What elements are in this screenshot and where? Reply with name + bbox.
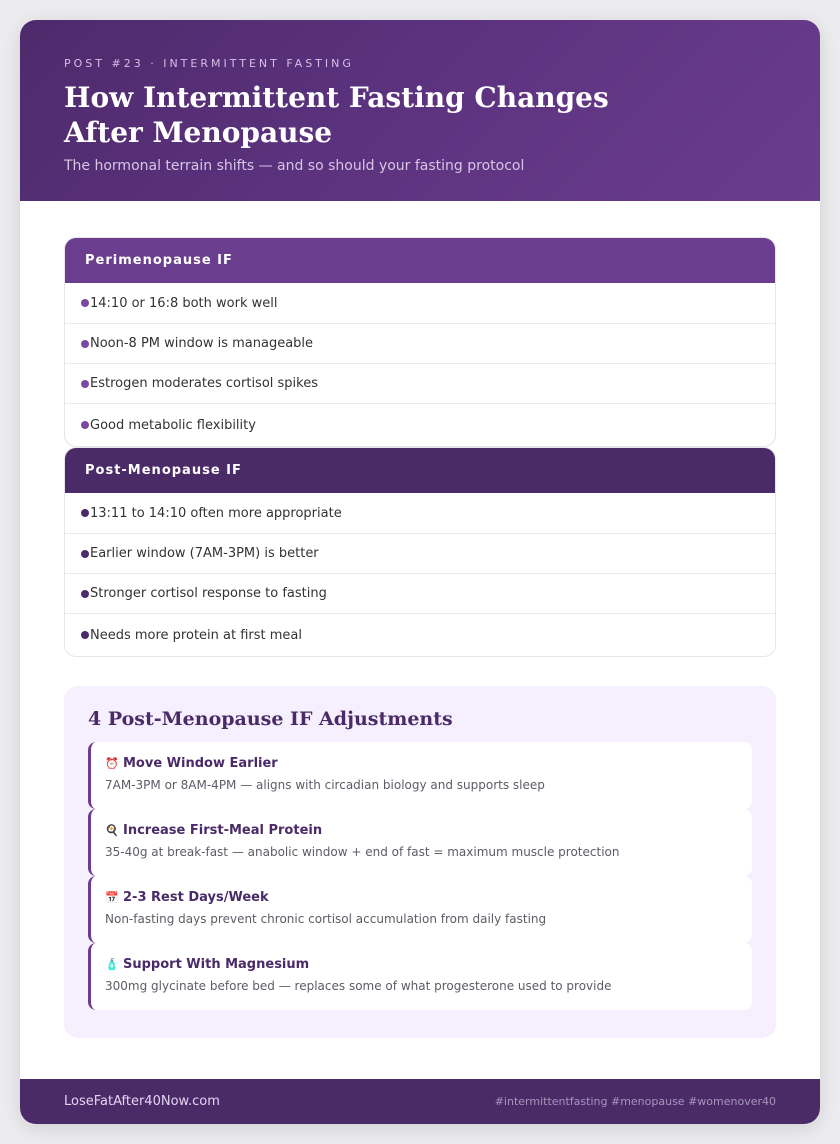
page-title: How Intermittent Fasting Changes After Menopause [64,81,609,149]
footer-site-link[interactable]: LoseFatAfter40Now.com [64,1094,220,1109]
bullet-dot-icon [81,380,89,388]
postmenopause-panel [64,447,776,657]
list-item [65,403,775,446]
footer-hashtags: #intermittentfasting #menopause #womenover40 [494,1095,776,1108]
adjustment-item [88,943,752,1010]
list-item [65,533,775,573]
list-item [65,613,775,656]
footer [20,1079,820,1124]
list-item-text: Needs more protein at first meal [90,627,302,643]
list-item [65,573,775,613]
main-content [20,201,820,1038]
bullet-dot-icon [81,550,89,558]
adjustment-heading [105,823,738,838]
adjustment-heading [105,890,738,905]
adjustments-title: 4 Post-Menopause IF Adjustments [88,708,453,730]
bullet-dot-icon [81,340,89,348]
perimenopause-panel [64,237,776,447]
list-item [65,323,775,363]
adjustment-item [88,742,752,809]
adjustment-title: Move Window Earlier [123,756,278,771]
list-item-text: Earlier window (7AM-3PM) is better [90,546,319,561]
postmenopause-heading: Post-Menopause IF [65,448,775,493]
bullet-dot-icon [81,299,89,307]
list-item-text: Good metabolic flexibility [90,417,256,433]
list-item-text: Stronger cortisol response to fasting [90,586,327,601]
supplement-bottle-icon: 🧴 [105,958,119,971]
bullet-dot-icon [81,509,89,517]
alarm-clock-icon: ⏰ [105,757,119,770]
post-eyebrow: POST #23 · INTERMITTENT FASTING [64,57,354,70]
list-item [65,493,775,533]
adjustment-title: 2-3 Rest Days/Week [123,890,269,905]
bullet-dot-icon [81,590,89,598]
adjustment-heading [105,756,738,771]
perimenopause-list [65,283,775,446]
list-item-text: Estrogen moderates cortisol spikes [90,376,318,391]
adjustment-description: 300mg glycinate before bed — replaces some of what progesterone used to provide [105,979,612,993]
calendar-icon: 📅 [105,891,119,904]
adjustment-description: 35-40g at break-fast — anabolic window + end of fast = maximum muscle protection [105,845,620,859]
adjustments-section [64,686,776,1038]
adjustment-description: Non-fasting days prevent chronic cortisol accumulation from daily fasting [105,912,547,926]
adjustment-description: 7AM-3PM or 8AM-4PM — aligns with circadian biology and supports sleep [105,778,545,792]
list-item-text: 14:10 or 16:8 both work well [90,295,278,311]
perimenopause-heading: Perimenopause IF [65,238,775,283]
bullet-dot-icon [81,421,89,429]
egg-pan-icon: 🍳 [105,824,119,837]
list-item-text: Noon-8 PM window is manageable [90,336,314,351]
adjustment-heading [105,957,738,972]
list-item-text: 13:11 to 14:10 often more appropriate [90,505,342,521]
list-item [65,283,775,323]
list-item [65,363,775,403]
adjustment-item [88,876,752,943]
post-card [20,20,820,1124]
bullet-dot-icon [81,631,89,639]
header [20,20,820,201]
page-subtitle: The hormonal terrain shifts — and so should your fasting protocol [64,158,525,174]
adjustment-title: Support With Magnesium [123,957,310,972]
postmenopause-list [65,493,775,656]
adjustment-item [88,809,752,876]
adjustment-title: Increase First-Meal Protein [123,823,323,838]
